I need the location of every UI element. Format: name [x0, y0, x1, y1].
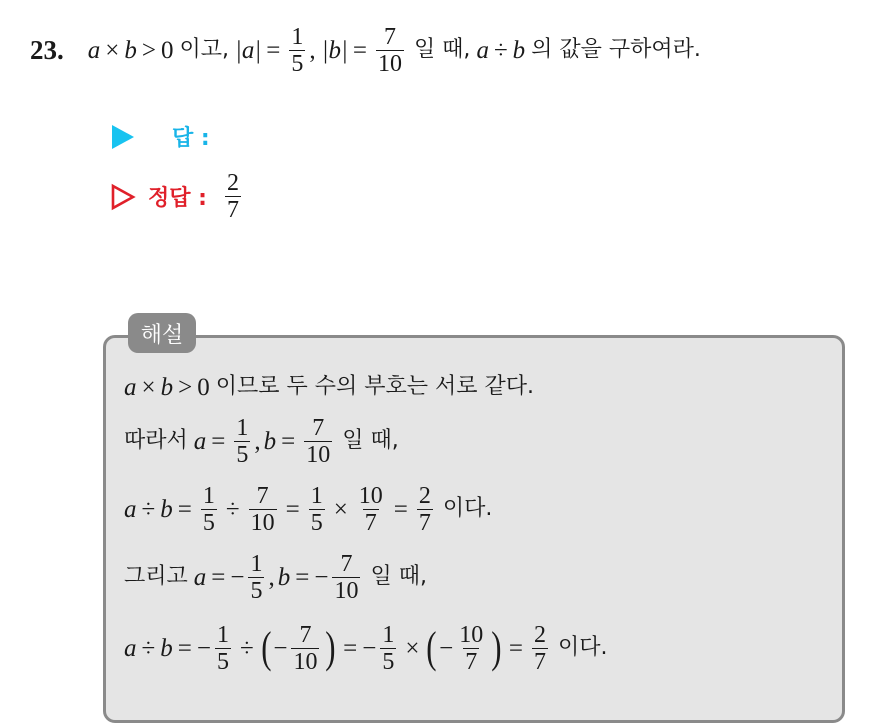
var-a: a: [476, 36, 489, 64]
correct-answer-label: 정답 :: [148, 186, 207, 211]
denominator: 5: [382, 648, 395, 675]
equals-sign: =: [343, 634, 358, 662]
numerator: 2: [418, 482, 431, 509]
fraction: [532, 622, 548, 675]
left-paren: (: [260, 623, 272, 672]
outline-triangle-icon: [110, 183, 136, 211]
equals-sign: =: [177, 634, 192, 662]
line5-suffix: 이다.: [557, 635, 608, 660]
gt-sign: >: [178, 373, 193, 401]
denominator: 7: [418, 509, 431, 536]
line3-suffix: 이다.: [442, 496, 493, 521]
var-b: b: [124, 36, 137, 64]
denominator: 10: [293, 648, 318, 675]
explanation-line-1: [124, 372, 534, 402]
text-when: 일 때,: [413, 37, 471, 62]
gt-sign: >: [141, 36, 156, 64]
numerator: 10: [459, 621, 484, 648]
fraction: [309, 483, 325, 536]
line1-text: 이므로 두 수의 부호는 서로 같다.: [215, 374, 534, 399]
fraction: [215, 622, 231, 675]
equals-sign: =: [508, 634, 523, 662]
divide-sign: ÷: [225, 495, 240, 523]
right-paren: ): [325, 623, 336, 672]
numerator: 1: [236, 414, 249, 441]
times-sign: ×: [333, 495, 348, 523]
numerator: 10: [358, 482, 383, 509]
fraction: [249, 483, 277, 536]
denominator: 5: [310, 509, 323, 536]
times-sign: ×: [105, 36, 120, 64]
times-sign: ×: [405, 634, 420, 662]
numerator: 7: [312, 414, 325, 441]
zero: 0: [197, 373, 210, 401]
line2-prefix: 따라서: [124, 428, 188, 453]
denominator: 7: [533, 648, 546, 675]
denominator: 7: [364, 509, 377, 536]
var-a: a: [193, 563, 207, 591]
equals-sign: =: [285, 495, 300, 523]
numerator: 1: [216, 621, 229, 648]
var-b: b: [512, 36, 526, 64]
numerator: 1: [291, 23, 304, 50]
numerator: 1: [202, 482, 215, 509]
explanation-line-2: [124, 412, 399, 470]
numerator: 7: [299, 621, 312, 648]
minus-sign: −: [314, 563, 329, 591]
equals-sign: =: [266, 36, 281, 64]
var-a: a: [193, 427, 207, 455]
line4-suffix: 일 때,: [370, 564, 427, 589]
numerator: 1: [310, 482, 323, 509]
line2-suffix: 일 때,: [342, 428, 399, 453]
equals-sign: =: [352, 36, 367, 64]
answer-label: 답 :: [172, 126, 210, 151]
denominator: 10: [334, 577, 359, 604]
line4-prefix: 그리고: [124, 564, 188, 589]
fraction-abs-a: [289, 24, 305, 77]
var-b: b: [263, 427, 277, 455]
var-a: a: [87, 36, 101, 64]
divide-sign: ÷: [493, 36, 508, 64]
text-ask: 의 값을 구하여라.: [531, 37, 701, 62]
explanation-line-3: [124, 480, 492, 538]
numerator: 2: [226, 170, 239, 196]
fraction: [457, 622, 485, 675]
correct-answer-row: [110, 170, 245, 223]
equals-sign: =: [393, 495, 408, 523]
equals-sign: =: [211, 427, 226, 455]
minus-sign: −: [230, 563, 245, 591]
answer-row[interactable]: [112, 121, 210, 152]
abs-a: |a|: [234, 36, 262, 64]
denominator: 5: [236, 441, 249, 468]
fraction: [248, 551, 264, 604]
minus-sign: −: [439, 634, 454, 662]
divide-sign: ÷: [141, 495, 156, 523]
denominator: 5: [216, 648, 229, 675]
var-a: a: [124, 634, 137, 662]
denominator: 7: [226, 197, 239, 223]
play-triangle-icon: [112, 125, 134, 149]
zero: 0: [160, 36, 174, 64]
fraction: [332, 551, 360, 604]
equals-sign: =: [281, 427, 296, 455]
numerator: 7: [256, 482, 269, 509]
divide-sign: ÷: [141, 634, 156, 662]
minus-sign: −: [196, 634, 211, 662]
denominator: 10: [250, 509, 275, 536]
var-a: a: [124, 495, 137, 523]
explanation-line-4: [124, 548, 427, 606]
equals-sign: =: [211, 563, 226, 591]
numerator: 1: [250, 550, 263, 577]
var-a: a: [124, 373, 137, 401]
denominator: 5: [250, 577, 263, 604]
comma: ,: [309, 36, 316, 64]
denominator: 5: [202, 509, 215, 536]
numerator: 1: [382, 621, 395, 648]
denominator: 5: [291, 50, 304, 77]
denominator: 10: [377, 50, 402, 77]
fraction-abs-b: [376, 24, 404, 77]
denominator: 10: [306, 441, 331, 468]
comma: ,: [268, 563, 275, 591]
fraction: [234, 415, 250, 468]
numerator: 2: [533, 621, 546, 648]
fraction: [304, 415, 332, 468]
fraction: [417, 483, 433, 536]
divide-sign: ÷: [239, 634, 254, 662]
denominator: 7: [465, 648, 478, 675]
minus-sign: −: [362, 634, 377, 662]
fraction: [380, 622, 396, 675]
fraction: [201, 483, 217, 536]
times-sign: ×: [141, 373, 156, 401]
numerator: 7: [340, 550, 353, 577]
equals-sign: =: [177, 495, 192, 523]
explanation-tag: 해설: [128, 313, 196, 353]
minus-sign: −: [273, 634, 288, 662]
text-igo: 이고,: [179, 37, 229, 62]
equals-sign: =: [295, 563, 310, 591]
var-b: b: [277, 563, 291, 591]
left-paren: (: [426, 623, 437, 672]
abs-b: |b|: [321, 36, 348, 64]
right-paren: ): [491, 623, 502, 672]
var-b: b: [160, 495, 173, 523]
problem-number: 23.: [30, 34, 64, 65]
problem-statement: [30, 20, 701, 80]
var-b: b: [160, 634, 173, 662]
numerator: 7: [383, 23, 396, 50]
explanation-line-5: [124, 618, 607, 678]
correct-answer-fraction: [225, 170, 241, 223]
comma: ,: [254, 427, 261, 455]
fraction: [357, 483, 385, 536]
fraction: [291, 622, 319, 675]
var-b: b: [160, 373, 174, 401]
